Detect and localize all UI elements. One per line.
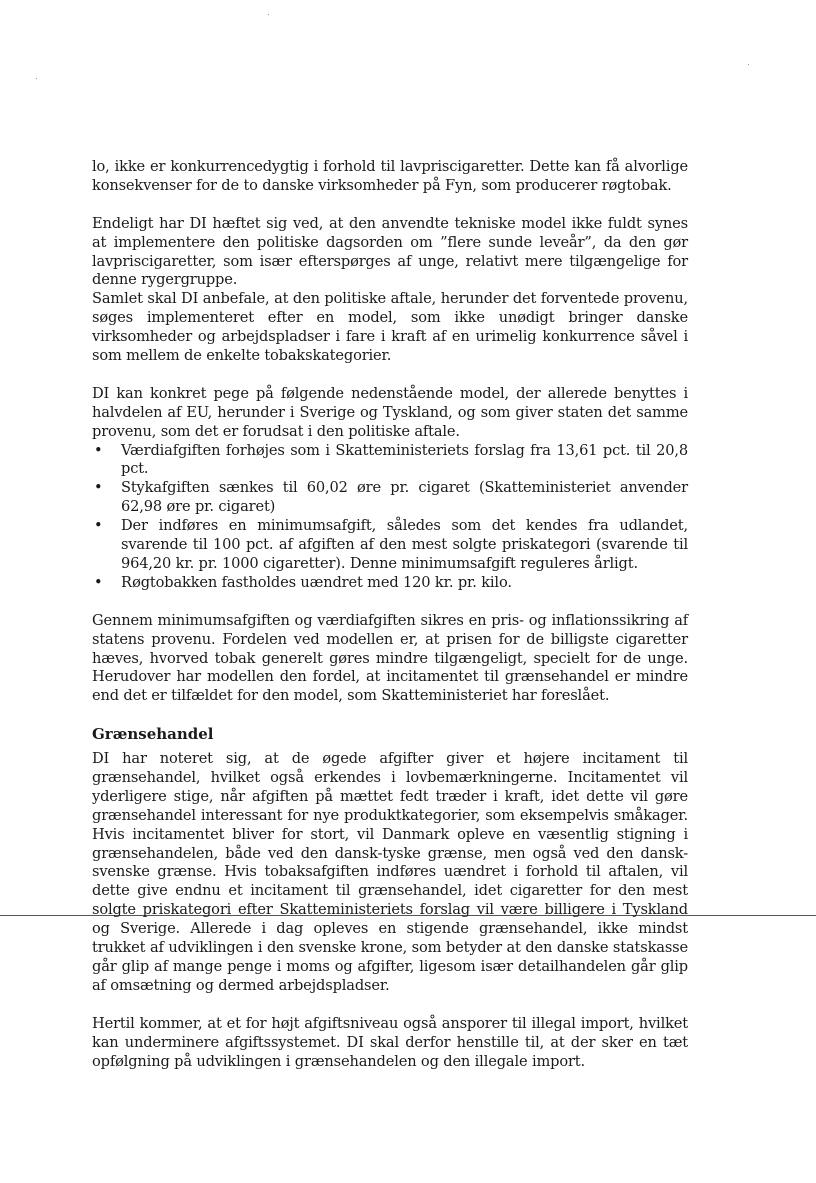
paragraph-health-agenda: Endeligt har DI hæftet sig ved, at den anvendte tekniske model ikke fuldt synes at implementere den politiske dagsorden om ”flere sunde leveår”, da den gør lavpriscigaretter, som især efterspørges af unge, relativt mere tilgængelige for denne rygergruppe. [92,214,688,289]
bullet-item: • Værdiafgiften forhøjes som i Skatteministeriets forslag fra 13,61 pct. til 20,8 pct. [94,441,688,478]
paragraph-border-trade: DI har noteret sig, at de øgede afgifter giver et højere incitament til grænsehandel, hvilket også erkendes i lovbemærkningerne. Incitamentet vil yderligere stige, når afgiften på mættet fedt træder i kraft, idet dette vil gøre grænsehandel interessant for nye produktkategorier, som eksempelvis småkager. Hvis incitamentet bliver for stort, vil Danmark opleve en væsentlig stigning i grænsehandelen, både ved den dansk-tyske grænse, men også ved den dansk-svenske grænse. Hvis tobaksafgiften indføres uændret i forhold til aftalen, vil dette give endnu et incitament til grænsehandel, idet cigaretter for den mest solgte priskategori efter Skatteministeriets forslag vil være billigere i Tyskland og Sverige. Allerede i dag opleves en stigende grænsehandel, ikke mindst trukket af udviklingen i den svenske krone, som betyder at den danske statskasse går glip af mange penge i moms og afgifter, ligesom især detailhandelen går glip af omsætning og dermed arbejdspladser. [92,750,688,994]
bullet-dot: • [94,573,103,591]
section-heading-graensehandel: Grænsehandel [92,725,214,744]
bullet-item: • Røgtobakken fastholdes uændret med 120 kr. pr. kilo. [94,573,512,591]
paragraph-recommendation: Samlet skal DI anbefale, at den politiske aftale, herunder det forventede provenu, søges implementeret efter en model, som ikke unødigt bringer danske virksomheder og arbejdspladser i fare i kraft af en urimelig konkurrence såvel i som mellem de enkelte tobakskategorier. [92,290,688,365]
bullet-dot: • [94,479,103,497]
bullet-dot: • [94,441,103,459]
paragraph-model-intro: DI kan konkret pege på følgende nedenstående model, der allerede benyttes i halvdelen af EU, herunder i Sverige og Tyskland, og som giver staten det samme provenu, som det er forudsat i den politiske aftale. [92,384,688,440]
model-bullet-list [92,442,688,593]
scan-speck [36,78,37,79]
paragraph-illegal-import: Hertil kommer, at et for højt afgiftsniveau også ansporer til illegal import, hvilket kan underminere afgiftssystemet. DI skal derfor henstille til, at der sker en tæt opfølgning på udviklingen i grænsehandelen og den illegale import. [92,1014,688,1070]
bullet-item: • Der indføres en minimumsafgift, således som det kendes fra udlandet, svarende til 100 pct. af afgiften af den mest solgte priskategori (svarende til 964,20 kr. pr. 1000 cigaretter). Denne minimumsafgift reguleres årligt. [94,517,688,572]
bullet-item: • Stykafgiften sænkes til 60,02 øre pr. cigaret (Skatteministeriet anvender 62,98 øre pr. cigaret) [94,479,688,516]
scan-speck [748,64,749,65]
bullet-dot: • [94,517,103,535]
paragraph-model-benefits: Gennem minimumsafgiften og værdiafgiften sikres en pris- og inflationssikring af statens provenu. Fordelen ved modellen er, at prisen for de billigste cigaretter hæves, hvorved tobak generelt gøres mindre tilgængeligt, specielt for de unge. Herudover har modellen den fordel, at incitamentet til grænsehandel er mindre end det er tilfældet for den model, som Skatteministeriet har foreslået. [92,611,688,705]
scan-speck [268,14,269,15]
document-page [92,158,688,1071]
paragraph-intro: lo, ikke er konkurrencedygtig i forhold til lavpriscigaretter. Dette kan få alvorlige konsekvenser for de to danske virksomheder på Fyn, som producerer røgtobak. [92,158,688,194]
